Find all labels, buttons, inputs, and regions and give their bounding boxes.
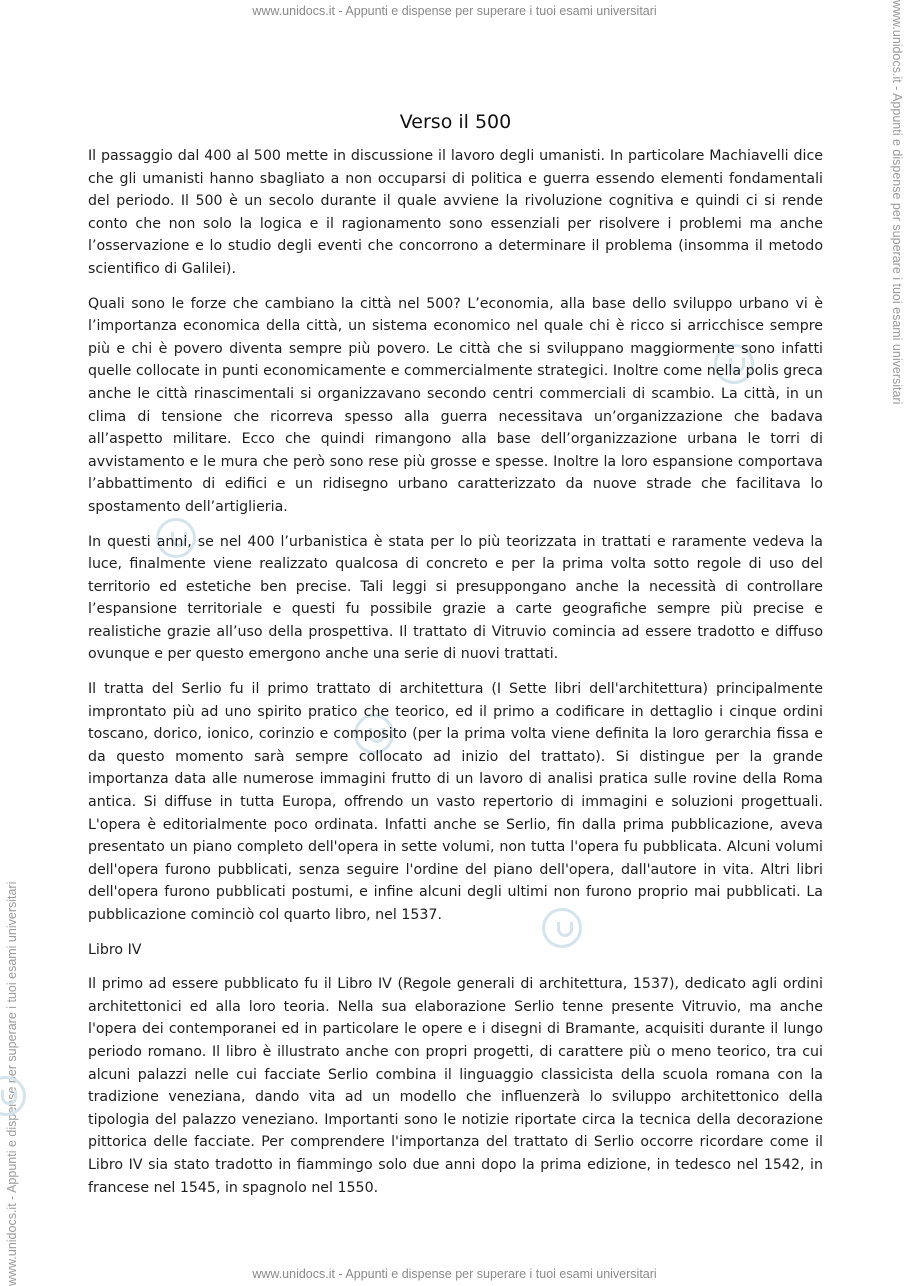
watermark-side-left: www.unidocs.it - Appunti e dispense per superare i tuoi esami universitari (5, 881, 19, 1286)
paragraph-forces: Quali sono le forze che cambiano la città nel 500? L’economia, alla base dello sviluppo urbano vi è l’importanza economica della città, un sistema economico nel quale chi è ricco si arricchisce sempre più e chi è povero diventa sempre più povero. Le città che si sviluppano maggiormente sono infatti quelle collocate in punti economicamente e commercialmente strategici. Inoltre come nella polis greca anche le città rinascimentali si organizzavano secondo centri commerciali di scambio. La città, in un clima di tensione che ricorreva spesso alla guerra necessitava un’organizzazione che badava all’aspetto militare. Ecco che quindi rimangono alla base dell’organizzazione urbana le torri di avvistamento e le mura che però sono rese più grosse e spesse. Inoltre la loro espansione comportava l’abbattimento di edifici e un ridisegno urbano caratterizzato da nuove strade che facilitava lo spostamento dell’artiglieria. (88, 295, 823, 515)
paragraph-intro: Il passaggio dal 400 al 500 mette in discussione il lavoro degli umanisti. In particolare Machiavelli dice che gli umanisti hanno sbagliato a non occuparsi di politica e guerra essendo elementi fondamentali del periodo. Il 500 è un secolo durante il quale avviene la rivoluzione cognitiva e quindi ci si rende conto che non solo la logica e il ragionamento sono essenziali per risolvere i problemi ma anche l’osservazione e lo studio degli eventi che concorrono a determinare il problema (insomma il metodo scientifico di Galilei). (88, 148, 823, 277)
watermark-banner-top: www.unidocs.it - Appunti e dispense per superare i tuoi esami universitari (252, 4, 657, 18)
watermark-logo-icon (0, 1076, 26, 1116)
paragraph-serlio: Il tratta del Serlio fu il primo trattato di architettura (I Sette libri dell'architettura) principalmente improntato più ad uno spirito pratico che teorico, ed il primo a codificare in dettaglio i cinque ordini toscano, dorico, ionico, corinzio e composito (per la prima volta viene definita la loro gerarchia fissa e da questo momento sarà sempre collocato ad inizio del trattato). Si distingue per la grande importanza data alle numerose immagini frutto di un lavoro di analisi pratica sulle rovine della Roma antica. Si diffuse in tutta Europa, offrendo un vasto repertorio di immagini e soluzioni progettuali. L'opera è editorialmente poco ordinata. Infatti anche se Serlio, fin dalla prima pubblicazione, aveva presentato un piano completo dell'opera in sette volumi, non tutta l'opera fu pubblicata. Alcuni volumi dell'opera furono pubblicati, senza seguire l'ordine del piano dell'opera, dall'autore in vita. Altri libri dell'opera furono pubblicati postumi, e infine alcuni degli ultimi non furono proprio mai pubblicati. La pubblicazione cominciò col quarto libro, nel 1537. (88, 681, 823, 923)
paragraph-urbanism: In questi anni, se nel 400 l’urbanistica è stata per lo più teorizzata in trattati e raramente vedeva la luce, finalmente viene realizzato qualcosa di concreto e per la prima volta sotto regole di uso del territorio ed estetiche ben precise. Tali leggi si presuppongano anche la necessità di controllare l’espansione territoriale e questi fu possibile grazie a carte geografiche sempre più precise e realistiche grazie all’uso della prospettiva. Il trattato di Vitruvio comincia ad essere tradotto e diffuso ovunque e per questo emergono anche una serie di nuovi trattati. (88, 533, 823, 663)
section-label: Libro IV (88, 941, 142, 958)
document-body (88, 108, 823, 1211)
paragraph-libro-iv: Il primo ad essere pubblicato fu il Libro IV (Regole generali di architettura, 1537), dedicato agli ordini architettonici ed alla loro teoria. Nella sua elaborazione Serlio tenne presente Vitruvio, ma anche l'opera dei contemporanei ed in particolare le opere e i disegni di Bramante, acquisiti durante il lungo periodo romano. Il libro è illustrato anche con propri progetti, di carattere più o meno teorico, tra cui alcuni palazzi nelle cui facciate Serlio combina il linguaggio classicista della scuola romana con la tradizione veneziana, dando vita ad un modello che influenzerà lo sviluppo architettonico della tipologia del palazzo veneziano. Importanti sono le notizie riportate circa la tecnica della decorazione pittorica delle facciate. Per comprendere l'importanza del trattato di Serlio occorre ricordare come il Libro IV sia stato tradotto in fiammingo solo due anni dopo la prima edizione, in tedesco nel 1542, in francese nel 1545, in spagnolo nel 1550. (88, 976, 823, 1196)
document-title: Verso il 500 (399, 111, 512, 133)
watermark-side-right: www.unidocs.it - Appunti e dispense per superare i tuoi esami universitari (890, 0, 904, 405)
watermark-banner-bottom: www.unidocs.it - Appunti e dispense per superare i tuoi esami universitari (252, 1267, 657, 1281)
